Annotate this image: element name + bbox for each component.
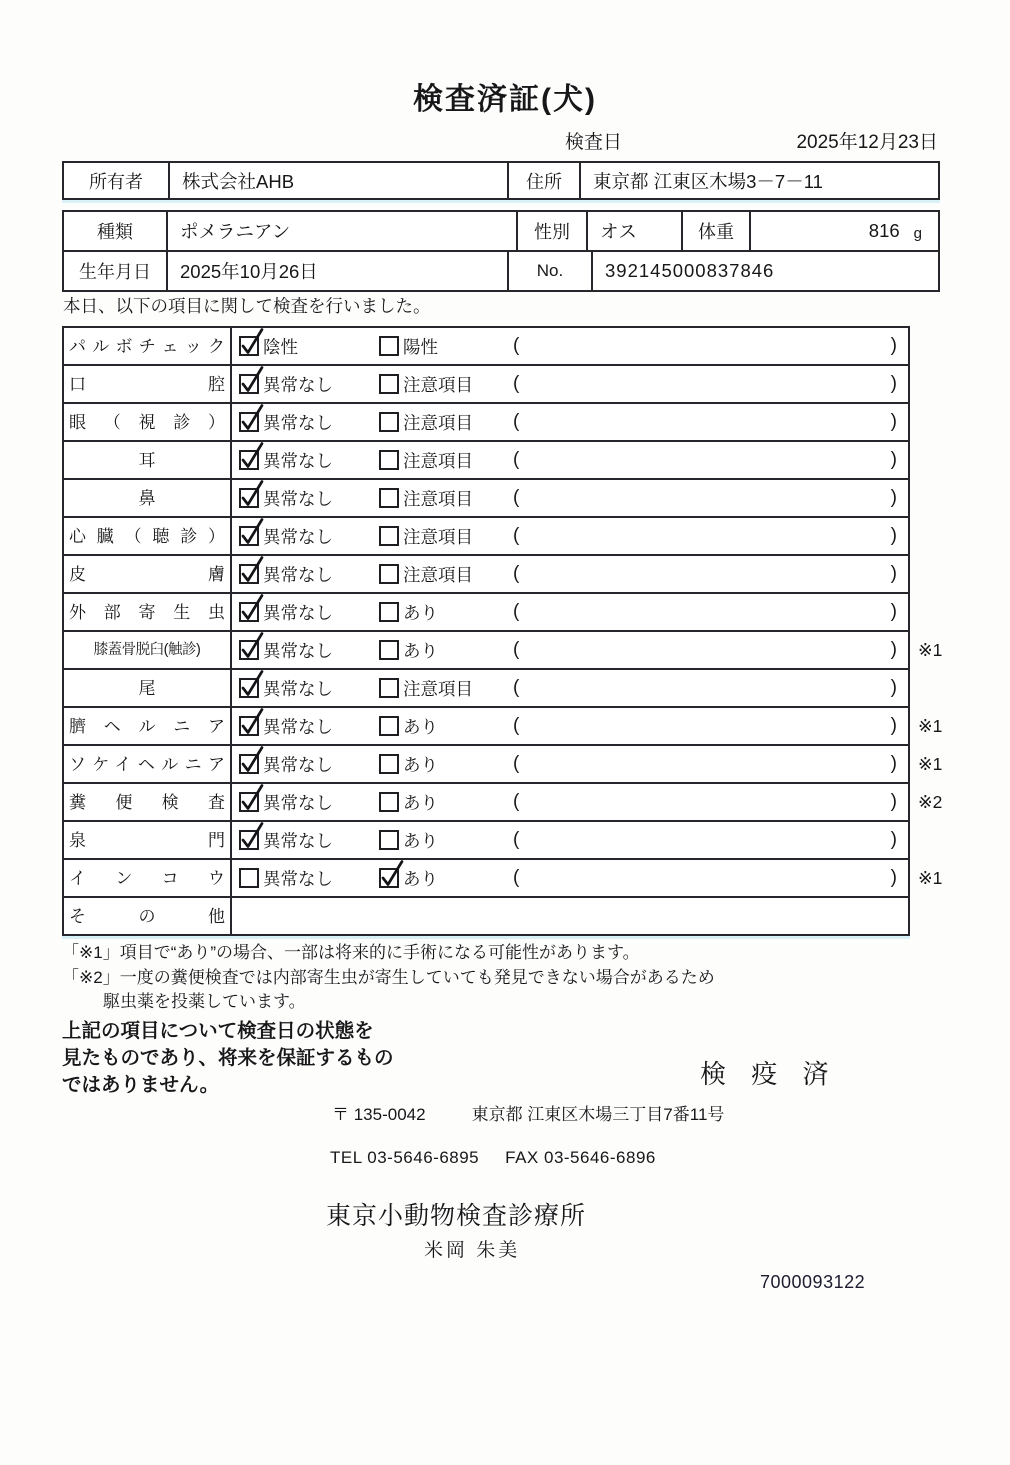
- option-1: [239, 752, 379, 777]
- inspection-row: [62, 820, 964, 860]
- paren-close: ): [890, 867, 897, 888]
- option-label: 異常なし: [263, 564, 333, 585]
- sex-value: オス: [586, 212, 681, 250]
- remarks-field: [513, 829, 908, 851]
- checkbox: [379, 868, 399, 888]
- inspection-date-label: 検査日: [565, 132, 623, 153]
- checkbox: [239, 450, 259, 470]
- item-label: その他: [69, 906, 225, 926]
- inspection-date-value: 2025年12月23日: [796, 132, 938, 153]
- birthdate-label: 生年月日: [79, 262, 151, 282]
- checkbox: [379, 678, 399, 698]
- check-mark-icon: [238, 325, 268, 357]
- option-1: [239, 676, 379, 701]
- remarks-field: [513, 335, 908, 357]
- option-1: [239, 638, 379, 663]
- footnote-marker: [918, 402, 964, 442]
- paren-close: ): [890, 715, 897, 736]
- inspection-row: [62, 744, 964, 784]
- option-label: 陰性: [263, 336, 298, 357]
- paren-close: ): [890, 563, 897, 584]
- remarks-field: [513, 601, 908, 623]
- item-label: 糞便検査: [69, 792, 225, 812]
- checkbox: [379, 754, 399, 774]
- paren-open: (: [513, 525, 520, 546]
- option-label: 異常なし: [263, 830, 333, 851]
- paren-open: (: [513, 867, 520, 888]
- checkbox: [379, 640, 399, 660]
- item-label: 眼（視診）: [69, 412, 225, 432]
- inspection-row: [62, 516, 964, 556]
- footnote-marker: [918, 364, 964, 404]
- checkbox: [239, 678, 259, 698]
- footnote-marker: [918, 440, 964, 480]
- remarks-field: [513, 753, 908, 775]
- option-label: 注意項目: [403, 564, 473, 585]
- option-label: 異常なし: [263, 868, 333, 889]
- weight-label: 体重: [681, 212, 749, 250]
- option-label: あり: [403, 640, 438, 661]
- option-label: 陽性: [403, 336, 438, 357]
- paren-open: (: [513, 753, 520, 774]
- checkbox: [379, 488, 399, 508]
- footnote-marker: [918, 896, 964, 936]
- quarantine-stamp: 検 疫 済: [700, 1059, 838, 1089]
- footnote-marker: [918, 516, 964, 556]
- item-label: 鼻: [138, 488, 156, 508]
- option-label: 異常なし: [263, 792, 333, 813]
- paren-close: ): [890, 525, 897, 546]
- paren-close: ): [890, 487, 897, 508]
- check-mark-icon: [238, 553, 268, 585]
- owner-table: [62, 161, 940, 200]
- option-label: 注意項目: [403, 374, 473, 395]
- item-label: 臍ヘルニア: [69, 716, 225, 736]
- remarks-field: [513, 791, 908, 813]
- paren-open: (: [513, 335, 520, 356]
- checkbox: [239, 336, 259, 356]
- option-2: [379, 600, 513, 625]
- option-label: 注意項目: [403, 526, 473, 547]
- option-label: 異常なし: [263, 412, 333, 433]
- birthdate-value: 2025年10月26日: [166, 252, 507, 290]
- clinic-address: 東京都 江東区木場三丁目7番11号: [471, 1105, 725, 1124]
- option-1: [239, 448, 379, 473]
- remarks-field: [513, 867, 908, 889]
- footnote-marker: ※1: [918, 867, 943, 888]
- address-value: 東京都 江東区木場3－7－11: [579, 163, 938, 198]
- paren-open: (: [513, 791, 520, 812]
- check-mark-icon: [238, 515, 268, 547]
- option-2: [379, 562, 513, 587]
- item-label: 外部寄生虫: [69, 602, 225, 622]
- option-2: [379, 410, 513, 435]
- footnote-marker: [918, 668, 964, 708]
- remarks-field: [513, 639, 908, 661]
- option-label: あり: [403, 830, 438, 851]
- footnote-marker: ※2: [918, 791, 943, 812]
- footnote-marker: [918, 592, 964, 632]
- option-label: 異常なし: [263, 488, 333, 509]
- footnote-2-line1: 「※2」一度の糞便検査では内部寄生虫が寄生していても発見できない場合があるため: [62, 968, 715, 987]
- option-2: [379, 828, 513, 853]
- option-1: [239, 334, 379, 359]
- inspection-row: [62, 782, 964, 822]
- paren-open: (: [513, 601, 520, 622]
- breed-value: ポメラニアン: [166, 212, 516, 250]
- address-label: 住所: [507, 163, 579, 198]
- footnote-marker: ※1: [918, 753, 943, 774]
- checkbox: [239, 792, 259, 812]
- option-label: 注意項目: [403, 450, 473, 471]
- option-1: [239, 600, 379, 625]
- inspection-row: [62, 706, 964, 746]
- option-label: 異常なし: [263, 640, 333, 661]
- checkbox: [239, 830, 259, 850]
- paren-close: ): [890, 373, 897, 394]
- item-label: 膝蓋骨脱臼(触診): [93, 641, 201, 658]
- checkbox: [239, 526, 259, 546]
- inspection-row: [62, 592, 964, 632]
- paren-open: (: [513, 715, 520, 736]
- remarks-field: [513, 373, 908, 395]
- option-label: 異常なし: [263, 450, 333, 471]
- remarks-field: [513, 677, 908, 699]
- footnote-marker: [918, 820, 964, 860]
- option-2: [379, 638, 513, 663]
- option-1: [239, 828, 379, 853]
- paren-close: ): [890, 753, 897, 774]
- option-label: 異常なし: [263, 716, 333, 737]
- check-mark-icon: [238, 401, 268, 433]
- option-label: 異常なし: [263, 602, 333, 623]
- paren-open: (: [513, 373, 520, 394]
- check-mark-icon: [238, 667, 268, 699]
- check-mark-icon: [378, 857, 408, 889]
- check-mark-icon: [238, 743, 268, 775]
- paren-close: ): [890, 449, 897, 470]
- remarks-field: [513, 525, 908, 547]
- paren-close: ): [890, 829, 897, 850]
- clinic-contact-row: [330, 1148, 656, 1168]
- option-label: 異常なし: [263, 754, 333, 775]
- paren-open: (: [513, 411, 520, 432]
- checkbox: [379, 450, 399, 470]
- option-1: [239, 372, 379, 397]
- option-label: 異常なし: [263, 526, 333, 547]
- checkbox: [239, 716, 259, 736]
- option-label: あり: [403, 716, 438, 737]
- checkbox: [379, 830, 399, 850]
- weight-value-cell: [749, 212, 938, 250]
- remarks-field: [513, 487, 908, 509]
- checkbox: [239, 488, 259, 508]
- checkbox: [239, 564, 259, 584]
- veterinarian-name: 米岡 朱美: [424, 1240, 521, 1261]
- weight-value: 816: [868, 220, 900, 241]
- checkbox: [379, 602, 399, 622]
- option-2: [379, 486, 513, 511]
- item-label: ソケイヘルニア: [69, 754, 225, 774]
- paren-open: (: [513, 677, 520, 698]
- option-2: [379, 866, 513, 891]
- clinic-address-row: [332, 1100, 724, 1125]
- check-mark-icon: [238, 819, 268, 851]
- checkbox: [379, 374, 399, 394]
- checkbox: [379, 526, 399, 546]
- checkbox: [379, 792, 399, 812]
- inspection-row: [62, 668, 964, 708]
- item-label: パルボチェック: [69, 336, 225, 356]
- inspection-row: [62, 364, 964, 404]
- paren-close: ): [890, 639, 897, 660]
- inspection-row: [62, 440, 964, 480]
- checkbox: [239, 602, 259, 622]
- option-1: [239, 562, 379, 587]
- remarks-field: [513, 563, 908, 585]
- owner-label: 所有者: [89, 171, 143, 192]
- option-1: [239, 524, 379, 549]
- paren-open: (: [513, 563, 520, 584]
- option-2: [379, 334, 513, 359]
- clinic-name: 東京小動物検査診療所: [326, 1202, 587, 1230]
- option-2: [379, 524, 513, 549]
- option-2: [379, 752, 513, 777]
- checkbox: [239, 374, 259, 394]
- footnote-marker: [918, 478, 964, 518]
- inspection-row: [62, 478, 964, 518]
- inspection-table: [62, 326, 964, 936]
- breed-label: 種類: [97, 222, 133, 242]
- item-label: 皮膚: [69, 564, 225, 584]
- remarks-field: [513, 715, 908, 737]
- checkbox: [379, 564, 399, 584]
- item-label: 心臓（聴診）: [69, 526, 225, 546]
- option-1: [239, 866, 379, 891]
- checkbox: [239, 754, 259, 774]
- option-2: [379, 676, 513, 701]
- footnote-1: 「※1」項目で“あり”の場合、一部は将来的に手術になる可能性があります。: [62, 943, 640, 962]
- footnote-2-line2: 駆虫薬を投薬しています。: [103, 992, 306, 1011]
- footnote-marker: [918, 554, 964, 594]
- checkbox: [379, 336, 399, 356]
- option-1: [239, 410, 379, 435]
- option-label: 注意項目: [403, 678, 473, 699]
- page-title: 検査済証(犬): [413, 83, 597, 116]
- paren-close: ): [890, 335, 897, 356]
- number-value: 392145000837846: [591, 252, 938, 290]
- checkbox: [239, 868, 259, 888]
- paren-close: ): [890, 791, 897, 812]
- option-label: 異常なし: [263, 374, 333, 395]
- fax-number: FAX 03-5646-6896: [505, 1148, 656, 1167]
- serial-number: 7000093122: [760, 1272, 866, 1292]
- option-2: [379, 372, 513, 397]
- inspection-row: [62, 630, 964, 670]
- postal-code: 〒 135-0042: [332, 1105, 426, 1124]
- option-1: [239, 714, 379, 739]
- checkbox: [379, 716, 399, 736]
- tel-number: TEL 03-5646-6895: [330, 1148, 480, 1167]
- option-label: あり: [403, 868, 438, 889]
- sex-label: 性別: [516, 212, 586, 250]
- breed-row: [64, 212, 938, 250]
- disclaimer-text: 上記の項目について検査日の状態を 見たものであり、将来を保証するもの ではありません。: [62, 1020, 394, 1096]
- weight-unit: g: [913, 224, 922, 242]
- item-label: インコウ: [69, 868, 225, 888]
- option-label: 注意項目: [403, 488, 473, 509]
- footnote-marker: [918, 326, 964, 366]
- check-mark-icon: [238, 363, 268, 395]
- owner-value: 株式会社AHB: [168, 163, 507, 198]
- check-mark-icon: [238, 629, 268, 661]
- inspection-row: [62, 858, 964, 898]
- inspection-row: [62, 554, 964, 594]
- option-2: [379, 448, 513, 473]
- check-mark-icon: [238, 477, 268, 509]
- item-label: 耳: [138, 450, 156, 470]
- paren-open: (: [513, 487, 520, 508]
- paren-close: ): [890, 411, 897, 432]
- paren-open: (: [513, 829, 520, 850]
- option-1: [239, 486, 379, 511]
- paren-close: ): [890, 677, 897, 698]
- item-label: 泉門: [69, 830, 225, 850]
- option-label: 異常なし: [263, 678, 333, 699]
- notice-text: 本日、以下の項目に関して検査を行いました。: [63, 296, 431, 316]
- check-mark-icon: [238, 439, 268, 471]
- checkbox: [239, 412, 259, 432]
- animal-table: [62, 210, 940, 292]
- item-label: 口腔: [69, 374, 225, 394]
- item-label: 尾: [138, 678, 156, 698]
- check-mark-icon: [238, 591, 268, 623]
- option-2: [379, 790, 513, 815]
- paren-open: (: [513, 449, 520, 470]
- remarks-field: [513, 449, 908, 471]
- option-2: [379, 714, 513, 739]
- paren-close: ): [890, 601, 897, 622]
- option-1: [239, 790, 379, 815]
- inspection-date-row: [565, 127, 938, 154]
- number-label: No.: [507, 252, 591, 290]
- check-mark-icon: [238, 781, 268, 813]
- inspection-row: [62, 402, 964, 442]
- option-label: あり: [403, 602, 438, 623]
- paren-open: (: [513, 639, 520, 660]
- option-label: 注意項目: [403, 412, 473, 433]
- option-label: あり: [403, 792, 438, 813]
- option-label: あり: [403, 754, 438, 775]
- birthdate-row: [64, 250, 938, 290]
- footnote-marker: ※1: [918, 715, 943, 736]
- check-mark-icon: [238, 705, 268, 737]
- footnote-marker: ※1: [918, 639, 943, 660]
- checkbox: [379, 412, 399, 432]
- checkbox: [239, 640, 259, 660]
- inspection-row: [62, 326, 964, 366]
- inspection-row: [62, 896, 964, 936]
- remarks-field: [513, 411, 908, 433]
